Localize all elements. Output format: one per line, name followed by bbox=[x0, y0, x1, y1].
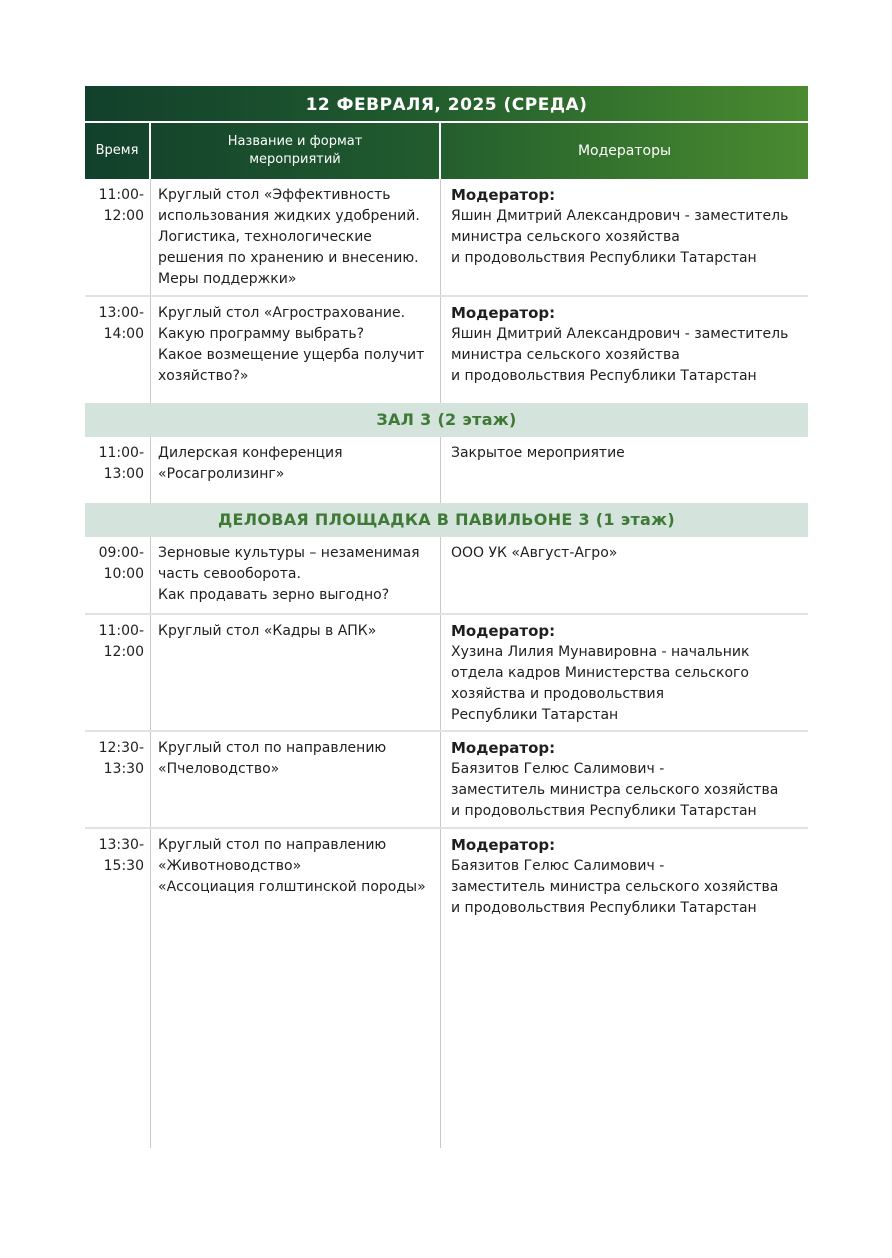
event-name: Круглый стол «Агрострахование. Какую программу выбрать? Какое возмещение ущерба получит хозяйство?» bbox=[158, 305, 425, 384]
event-time: 09:00- 10:00 bbox=[98, 545, 144, 582]
event-name: Круглый стол по направлению «Животноводство» «Ассоциация голштинской породы» bbox=[158, 837, 426, 895]
column-header-time: Время bbox=[95, 142, 139, 158]
table-row bbox=[85, 537, 808, 615]
moderator-text: Баязитов Гелюс Салимович - заместитель министра сельского хозяйства и продовольствия Республики Татарстан bbox=[451, 858, 779, 916]
moderator-label: Модератор: bbox=[451, 304, 556, 322]
event-time: 12:30- 13:30 bbox=[98, 740, 144, 777]
event-time: 11:00- 12:00 bbox=[98, 187, 144, 224]
event-moderator bbox=[451, 738, 806, 822]
moderator-text: Яшин Дмитрий Александрович - заместитель министра сельского хозяйства и продовольствия Республики Татарстан bbox=[451, 326, 789, 384]
moderator-label: Модератор: bbox=[451, 836, 556, 854]
section-hall-3: ЗАЛ 3 (2 этаж) bbox=[85, 403, 808, 437]
event-name: Круглый стол «Эффективность использования жидких удобрений. Логистика, технологические решения по хранению и внесению. Меры поддержки» bbox=[158, 187, 420, 287]
moderator-text: Баязитов Гелюс Салимович - заместитель министра сельского хозяйства и продовольствия Республики Татарстан bbox=[451, 761, 779, 819]
event-time: 13:30- 15:30 bbox=[98, 837, 144, 874]
event-moderator: ООО УК «Август-Агро» bbox=[451, 545, 618, 561]
column-header-name: Название и формат мероприятий bbox=[227, 133, 363, 167]
moderator-text: Яшин Дмитрий Александрович - заместитель министра сельского хозяйства и продовольствия Республики Татарстан bbox=[451, 208, 789, 266]
event-name: Круглый стол по направлению «Пчеловодство» bbox=[158, 740, 387, 777]
table-row bbox=[85, 732, 808, 829]
moderator-label: Модератор: bbox=[451, 622, 556, 640]
day-title: 12 ФЕВРАЛЯ, 2025 (СРЕДА) bbox=[305, 95, 588, 115]
event-moderator bbox=[451, 303, 806, 387]
table-row bbox=[85, 437, 808, 503]
event-name: Зерновые культуры – незаменимая часть севооборота. Как продавать зерно выгодно? bbox=[158, 545, 420, 603]
table-row bbox=[85, 615, 808, 732]
table-row bbox=[85, 179, 808, 297]
table-row bbox=[85, 297, 808, 403]
event-name: Дилерская конференция «Росагролизинг» bbox=[158, 445, 343, 482]
moderator-text: Хузина Лилия Мунавировна - начальник отдела кадров Министерства сельского хозяйства и продовольствия Республики Татарстан bbox=[451, 644, 750, 723]
event-time: 13:00- 14:00 bbox=[98, 305, 144, 342]
event-time: 11:00- 13:00 bbox=[98, 445, 144, 482]
event-moderator bbox=[451, 185, 806, 269]
column-header-moderators: Модераторы bbox=[577, 142, 672, 159]
table-row bbox=[85, 829, 808, 1148]
event-name: Круглый стол «Кадры в АПК» bbox=[158, 623, 377, 639]
moderator-label: Модератор: bbox=[451, 186, 556, 204]
event-time: 11:00- 12:00 bbox=[98, 623, 144, 660]
event-moderator bbox=[451, 835, 806, 919]
moderator-label: Модератор: bbox=[451, 739, 556, 757]
day-header bbox=[85, 86, 808, 179]
schedule-page bbox=[85, 86, 808, 1148]
event-moderator bbox=[451, 621, 806, 726]
section-pavilion-3: ДЕЛОВАЯ ПЛОЩАДКА В ПАВИЛЬОНЕ 3 (1 этаж) bbox=[85, 503, 808, 537]
event-moderator: Закрытое мероприятие bbox=[451, 445, 625, 461]
